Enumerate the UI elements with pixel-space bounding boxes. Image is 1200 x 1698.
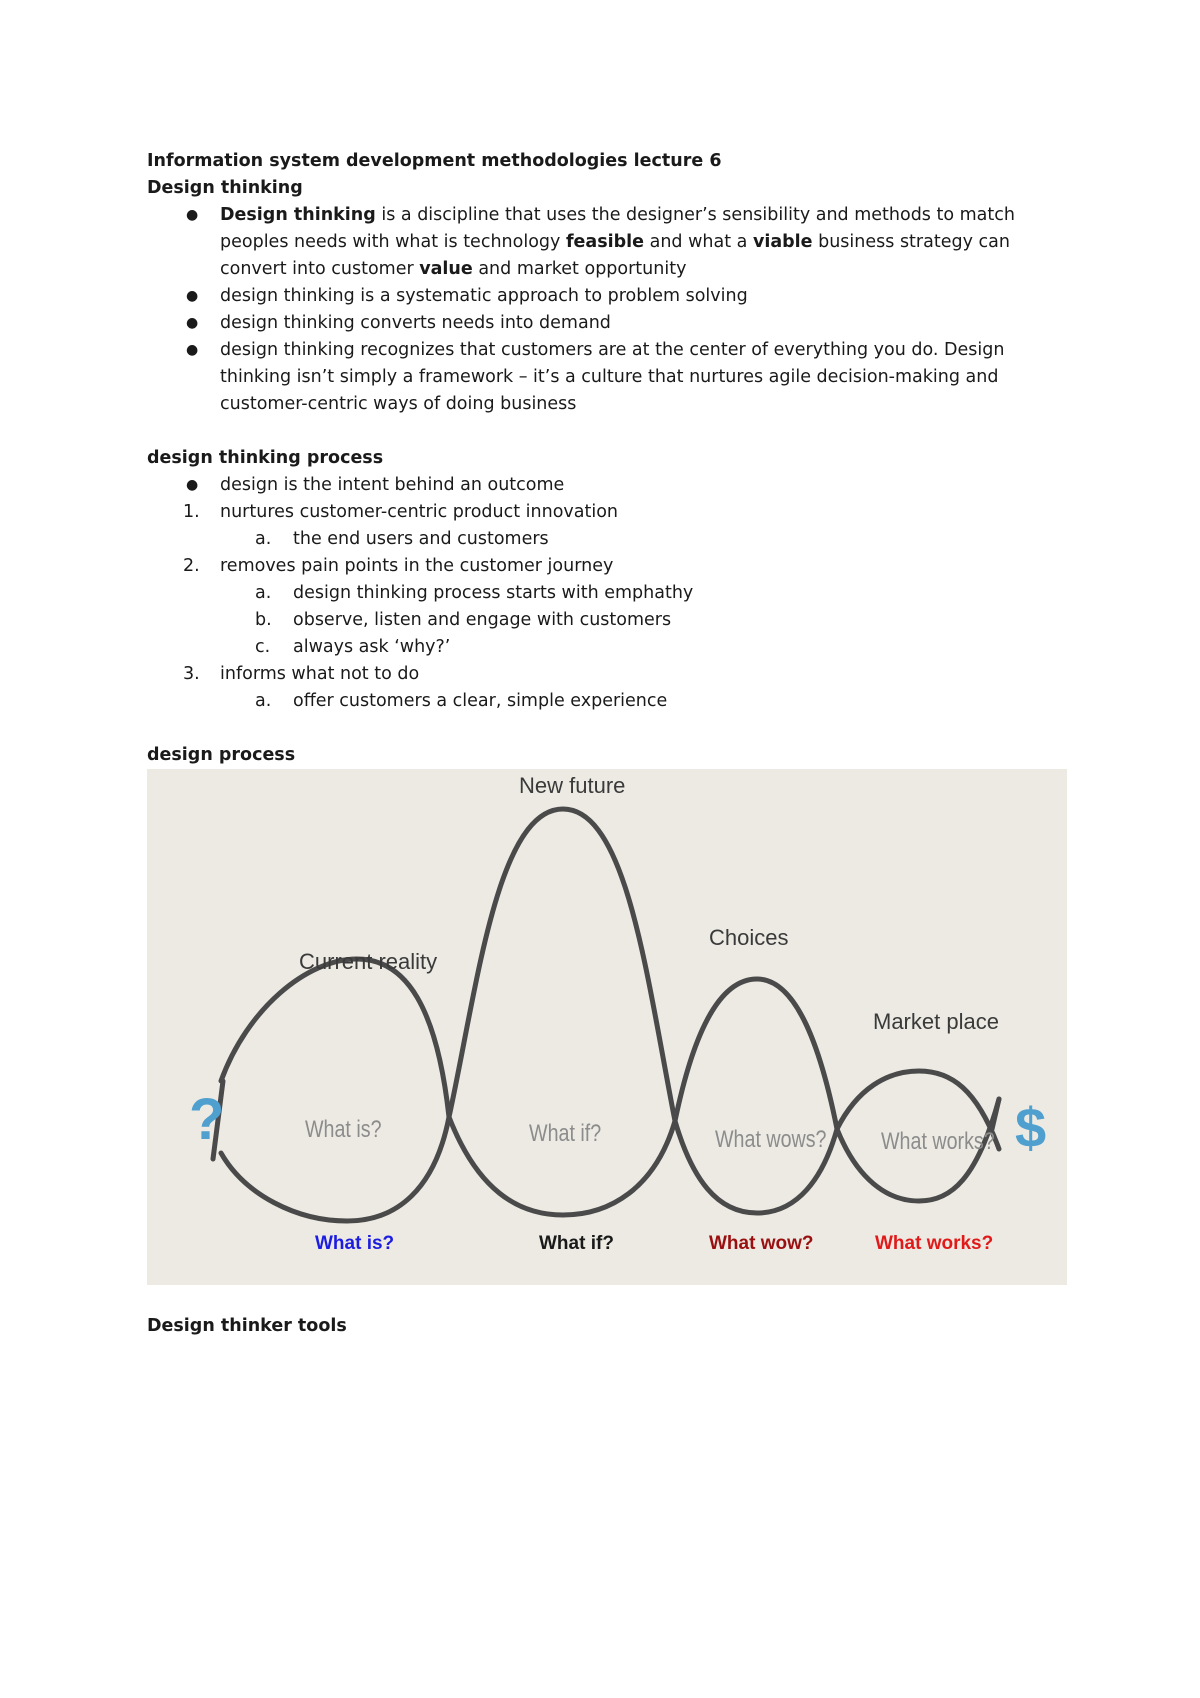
sub-list-item bbox=[147, 580, 1067, 607]
section-heading-design-process: design process bbox=[147, 745, 296, 765]
list-marker: c. bbox=[255, 637, 271, 657]
bullet-text: and market opportunity bbox=[472, 259, 687, 279]
bullet-text: business strategy can convert into customer bbox=[220, 232, 1010, 279]
bullet-text: design is the intent behind an outcome bbox=[220, 475, 565, 495]
list-marker: 3. bbox=[183, 664, 200, 684]
list-item bbox=[147, 283, 1067, 310]
inner-label-what-works: What works? bbox=[881, 1127, 995, 1155]
list-item-text: the end users and customers bbox=[293, 529, 549, 549]
list-item-text: always ask ‘why?’ bbox=[293, 637, 451, 657]
sub-list-item bbox=[147, 688, 1067, 715]
design-process-diagram bbox=[147, 769, 1067, 1285]
list-marker: b. bbox=[255, 610, 272, 630]
process-numbered-list bbox=[147, 499, 1067, 715]
bold-term: value bbox=[419, 259, 473, 279]
bottom-label-what-wow: What wow? bbox=[709, 1233, 814, 1254]
list-item-text: observe, listen and engage with customers bbox=[293, 610, 672, 630]
design-thinking-bullets bbox=[147, 202, 1067, 418]
list-item-text: design thinking process starts with emphathy bbox=[293, 583, 694, 603]
design-process-illustration bbox=[147, 769, 1067, 1285]
sub-list-item bbox=[147, 607, 1067, 634]
bullet-icon: ● bbox=[186, 315, 199, 331]
bottom-label-what-if: What if? bbox=[539, 1233, 614, 1254]
numbered-list-item bbox=[147, 553, 1067, 580]
list-item bbox=[147, 310, 1067, 337]
inner-label-what-if: What if? bbox=[529, 1119, 602, 1147]
list-marker: a. bbox=[255, 583, 272, 603]
bullet-text: and what a bbox=[644, 232, 753, 252]
list-item bbox=[147, 472, 1067, 499]
list-item-text: informs what not to do bbox=[220, 664, 420, 684]
bullet-icon: ● bbox=[186, 342, 199, 358]
bullet-icon: ● bbox=[186, 477, 199, 493]
bold-term: viable bbox=[752, 232, 813, 252]
bullet-icon: ● bbox=[186, 207, 199, 223]
bullet-text: design thinking recognizes that customers are at the center of everything you do. Design thinking isn’t simply a framework – it’s a culture that nurtures agile decision-making and customer-centric ways of doing business bbox=[220, 340, 1005, 414]
list-marker: 2. bbox=[183, 556, 200, 576]
list-item bbox=[147, 337, 1067, 418]
bold-term: Design thinking bbox=[220, 205, 376, 225]
bottom-label-what-works: What works? bbox=[875, 1233, 994, 1254]
inner-label-what-wows: What wows? bbox=[715, 1125, 827, 1153]
bottom-label-what-is: What is? bbox=[315, 1233, 395, 1254]
bullet-text: design thinking is a systematic approach to problem solving bbox=[220, 286, 748, 306]
list-item-text: nurtures customer-centric product innovation bbox=[220, 502, 618, 522]
list-item bbox=[147, 202, 1067, 283]
section-heading-design-thinker-tools: Design thinker tools bbox=[147, 1316, 347, 1336]
list-marker: 1. bbox=[183, 502, 200, 522]
label-choices: Choices bbox=[709, 925, 789, 950]
blank-line bbox=[147, 715, 1067, 742]
label-market-place: Market place bbox=[873, 1009, 999, 1034]
section-heading-design-thinking-process: design thinking process bbox=[147, 448, 384, 468]
inner-label-what-is: What is? bbox=[305, 1115, 382, 1143]
sub-list-item bbox=[147, 526, 1067, 553]
end-dollar-icon: $ bbox=[1015, 1096, 1047, 1159]
document-title: Information system development methodologies lecture 6 bbox=[147, 151, 722, 171]
bullet-icon: ● bbox=[186, 288, 199, 304]
list-marker: a. bbox=[255, 529, 272, 549]
list-item-text: removes pain points in the customer journey bbox=[220, 556, 614, 576]
start-question-mark-icon: ? bbox=[189, 1087, 225, 1152]
sub-list-item bbox=[147, 634, 1067, 661]
blank-line bbox=[147, 418, 1067, 445]
section-heading-design-thinking: Design thinking bbox=[147, 178, 303, 198]
document-content bbox=[147, 148, 1067, 1340]
label-new-future: New future bbox=[519, 773, 626, 798]
bullet-text: design thinking converts needs into demand bbox=[220, 313, 611, 333]
bold-term: feasible bbox=[565, 232, 645, 252]
label-current-reality: Current reality bbox=[299, 949, 438, 974]
numbered-list-item bbox=[147, 499, 1067, 526]
list-marker: a. bbox=[255, 691, 272, 711]
process-bullets bbox=[147, 472, 1067, 499]
list-item-text: offer customers a clear, simple experience bbox=[293, 691, 668, 711]
bullet-text: is a discipline that uses the designer’s sensibility and methods to match peoples needs with what is technology bbox=[220, 205, 1015, 252]
numbered-list-item bbox=[147, 661, 1067, 688]
